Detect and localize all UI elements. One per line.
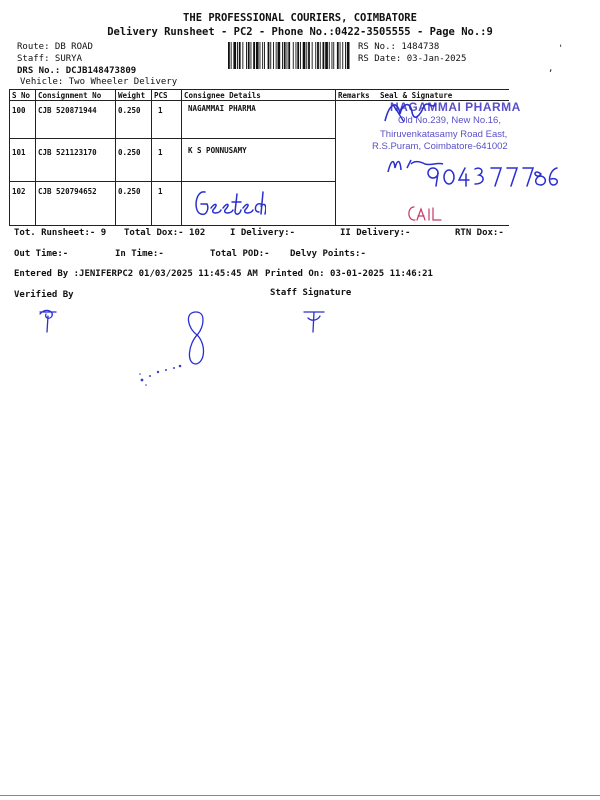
header-pcs: PCS <box>154 91 168 100</box>
cell-pcs: 1 <box>158 187 163 196</box>
barcode-bar <box>242 42 243 69</box>
stamp-address-line: Thiruvenkatasamy Road East, <box>380 129 508 140</box>
barcode-bar <box>306 42 307 69</box>
printed-on: Printed On: 03-01-2025 11:46:21 <box>265 269 433 279</box>
cell-pcs: 1 <box>158 148 163 157</box>
total-dox: Total Dox:- 102 <box>124 228 206 238</box>
staff-signature-label: Staff Signature <box>270 288 352 298</box>
signature-row-100 <box>380 96 440 126</box>
total-runsheet: Tot. Runsheet:- 9 <box>14 228 107 238</box>
scan-mark: , <box>548 64 554 74</box>
ii-delivery: II Delivery:- <box>340 228 411 238</box>
barcode-bar <box>276 42 277 69</box>
header-weight: Weight <box>118 91 146 100</box>
barcode-bar <box>300 42 301 69</box>
barcode-bar <box>323 42 325 69</box>
cell-consignee: NAGAMMAI PHARMA <box>188 104 256 113</box>
barcode-bar <box>233 42 236 69</box>
stamp-address-line: R.S.Puram, Coimbatore-641002 <box>372 141 508 152</box>
barcode-bar <box>237 42 238 69</box>
header-remarks: Remarks <box>338 91 370 100</box>
barcode-bar <box>273 42 274 69</box>
barcode-bar <box>260 42 261 69</box>
barcode-bar <box>270 42 271 69</box>
barcode-bar <box>264 42 265 69</box>
ink-specks <box>136 360 196 390</box>
staff-label: Staff: SURYA <box>17 54 83 64</box>
staff-initial <box>300 306 328 336</box>
rs-date: RS Date: 03-Jan-2025 <box>358 54 467 64</box>
rtn-dox: RTN Dox:- <box>455 228 504 238</box>
barcode-bar <box>333 42 334 69</box>
verified-signature <box>178 308 214 368</box>
out-time: Out Time:- <box>14 249 69 259</box>
entered-by: Entered By :JENIFERPC2 01/03/2025 11:45:45 AM <box>14 269 258 279</box>
in-time: In Time:- <box>115 249 164 259</box>
rs-number: RS No.: 1484738 <box>358 42 440 52</box>
barcode-bar <box>329 42 330 69</box>
cell-sno: 100 <box>12 106 26 115</box>
cell-weight: 0.250 <box>118 187 141 196</box>
barcode-bar <box>325 42 328 69</box>
barcode-bar <box>317 42 319 69</box>
verified-by-label: Verified By <box>14 290 74 300</box>
cell-consignment: CJB 520794652 <box>38 187 97 196</box>
signature-row-102 <box>405 203 445 225</box>
barcode-bar <box>288 42 290 69</box>
cell-weight: 0.250 <box>118 106 141 115</box>
barcode-bar <box>253 42 255 69</box>
stamp-address-line: Old No.239, New No.16, <box>398 115 501 126</box>
verified-initial <box>36 306 60 334</box>
barcode-bar <box>231 42 232 69</box>
header-seal: Seal & Signature <box>380 91 453 100</box>
barcode-bar <box>251 42 252 69</box>
barcode-bar <box>308 42 310 69</box>
barcode-bar <box>293 42 294 69</box>
drs-number: DRS No.: DCJB148473809 <box>17 66 137 76</box>
barcode-bar <box>287 42 288 69</box>
delvy-points: Delvy Points:- <box>290 249 366 259</box>
handwritten-phone <box>425 164 560 190</box>
barcode-bar <box>337 42 339 69</box>
stamp-name: NAGAMMAI PHARMA <box>390 100 521 114</box>
barcode-bar <box>248 42 250 69</box>
barcode-bar <box>303 42 306 69</box>
barcode-bar <box>345 42 346 69</box>
barcode <box>228 42 351 69</box>
barcode-bar <box>278 42 281 69</box>
cell-sno: 101 <box>12 148 26 157</box>
handwritten-note-row-102 <box>191 186 266 222</box>
cell-consignee: K S PONNUSAMY <box>188 146 247 155</box>
page-bottom-edge <box>0 795 600 796</box>
barcode-bar <box>246 42 247 69</box>
barcode-bar <box>296 42 297 69</box>
barcode-bar <box>342 42 343 69</box>
scan-mark: ' <box>558 44 564 54</box>
barcode-bar <box>332 42 333 69</box>
barcode-bar <box>312 42 313 69</box>
barcode-bar <box>262 42 263 69</box>
barcode-bar <box>256 42 259 69</box>
cell-weight: 0.250 <box>118 148 141 157</box>
cell-consignment: CJB 520871944 <box>38 106 97 115</box>
company-title: THE PROFESSIONAL COURIERS, COIMBATORE <box>183 12 417 24</box>
header-consignment: Consignment No <box>38 91 102 100</box>
cell-consignment: CJB 521123170 <box>38 148 97 157</box>
barcode-bar <box>315 42 316 69</box>
barcode-bar <box>297 42 299 69</box>
barcode-bar <box>347 42 350 69</box>
barcode-bar <box>228 42 230 69</box>
cell-sno: 102 <box>12 187 26 196</box>
barcode-bar <box>340 42 341 69</box>
barcode-bar <box>320 42 321 69</box>
header-consignee: Consignee Details <box>184 91 261 100</box>
route-label: Route: DB ROAD <box>17 42 93 52</box>
barcode-bar <box>239 42 241 69</box>
cell-pcs: 1 <box>158 106 163 115</box>
runsheet-subtitle: Delivery Runsheet - PC2 - Phone No.:0422-3505555 - Page No.:9 <box>107 26 493 38</box>
barcode-bar <box>284 42 286 69</box>
barcode-bar <box>268 42 270 69</box>
i-delivery: I Delivery:- <box>230 228 296 238</box>
total-pod: Total POD:- <box>210 249 270 259</box>
header-sno: S No <box>12 91 31 100</box>
barcode-bar <box>282 42 283 69</box>
vehicle-label: Vehicle: Two Wheeler Delivery <box>20 77 178 87</box>
